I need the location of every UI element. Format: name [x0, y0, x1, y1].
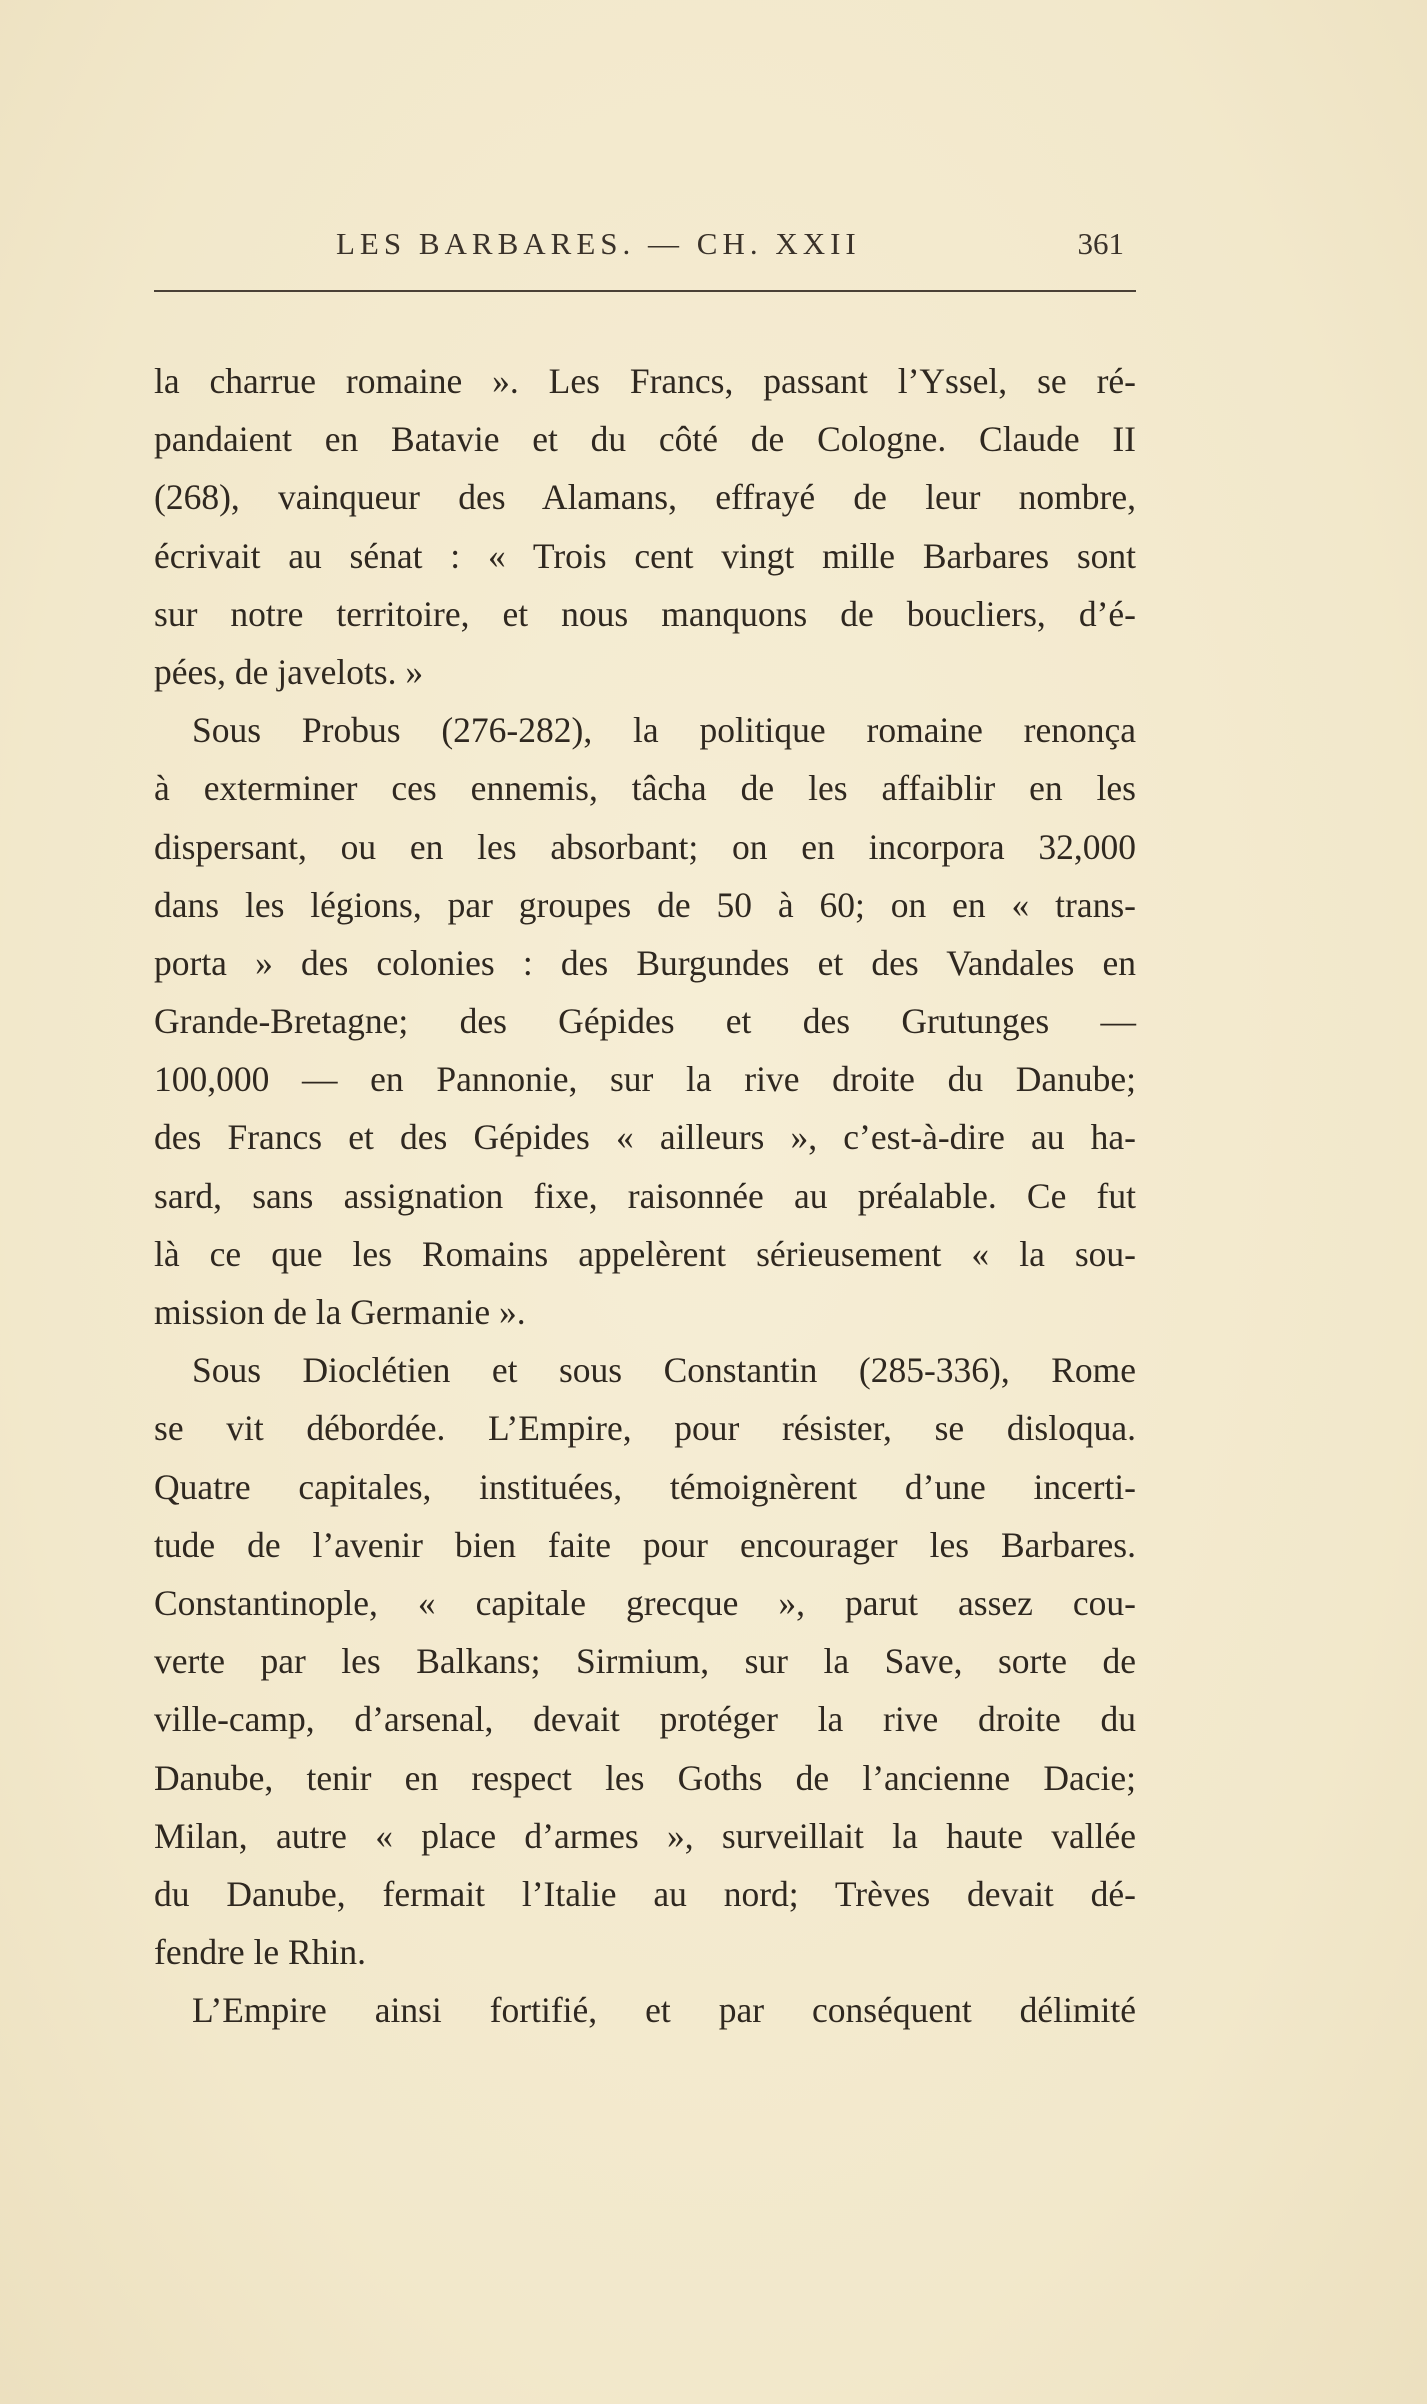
text-line: la charrue romaine ». Les Francs, passant l’Yssel, se ré-: [154, 361, 1136, 401]
text-line: Sous Dioclétien et sous Constantin (285-336), Rome: [192, 1350, 1136, 1391]
text-line: porta » des colonies : des Burgundes et des Vandales en: [154, 942, 1136, 983]
text-line: du Danube, fermait l’Italie au nord; Trèves devait dé-: [154, 1873, 1136, 1914]
text-line: Grande-Bretagne; des Gépides et des Grutunges —: [154, 1001, 1136, 1042]
text-line: dans les légions, par groupes de 50 à 60; on en « trans-: [154, 884, 1136, 925]
body-text: [154, 352, 1136, 2039]
text-line: ville-camp, d’arsenal, devait protéger la rive droite du: [154, 1699, 1136, 1740]
text-line: Sous Probus (276-282), la politique romaine renonça: [192, 710, 1136, 751]
text-line: fendre le Rhin.: [154, 1932, 366, 1973]
text-line: L’Empire ainsi fortifié, et par conséquent délimité: [192, 1990, 1136, 2031]
header-rule: [154, 290, 1136, 292]
text-line: tude de l’avenir bien faite pour encourager les Barbares.: [154, 1524, 1136, 1565]
text-line: se vit débordée. L’Empire, pour résister, se disloqua.: [154, 1408, 1136, 1449]
text-line: écrivait au sénat : « Trois cent vingt mille Barbares sont: [154, 535, 1136, 576]
text-line: sur notre territoire, et nous manquons de boucliers, d’é-: [154, 593, 1136, 634]
page-header: [154, 222, 1134, 282]
text-line: à exterminer ces ennemis, tâcha de les affaiblir en les: [154, 768, 1136, 809]
text-line: pandaient en Batavie et du côté de Cologne. Claude II: [154, 419, 1136, 460]
text-line: verte par les Balkans; Sirmium, sur la Save, sorte de: [154, 1641, 1136, 1682]
text-line: Danube, tenir en respect les Goths de l’ancienne Dacie;: [154, 1757, 1136, 1798]
page-number: 361: [1077, 226, 1124, 261]
text-line: (268), vainqueur des Alamans, effrayé de leur nombre,: [154, 477, 1136, 518]
text-line: 100,000 — en Pannonie, sur la rive droite du Danube;: [154, 1059, 1136, 1100]
text-line: Quatre capitales, instituées, témoignèrent d’une incerti-: [154, 1466, 1136, 1507]
running-head: LES BARBARES. — CH. XXII: [336, 226, 861, 261]
text-line: dispersant, ou en les absorbant; on en incorpora 32,000: [154, 826, 1136, 867]
text-line: pées, de javelots. »: [154, 651, 424, 692]
text-line: des Francs et des Gépides « ailleurs », c’est-à-dire au ha-: [154, 1117, 1136, 1158]
text-line: Milan, autre « place d’armes », surveillait la haute vallée: [154, 1815, 1136, 1856]
text-line: sard, sans assignation fixe, raisonnée au préalable. Ce fut: [154, 1175, 1136, 1216]
text-line: Constantinople, « capitale grecque », parut assez cou-: [154, 1582, 1136, 1623]
text-line: là ce que les Romains appelèrent sérieusement « la sou-: [154, 1233, 1136, 1274]
text-line: mission de la Germanie ».: [154, 1292, 526, 1332]
